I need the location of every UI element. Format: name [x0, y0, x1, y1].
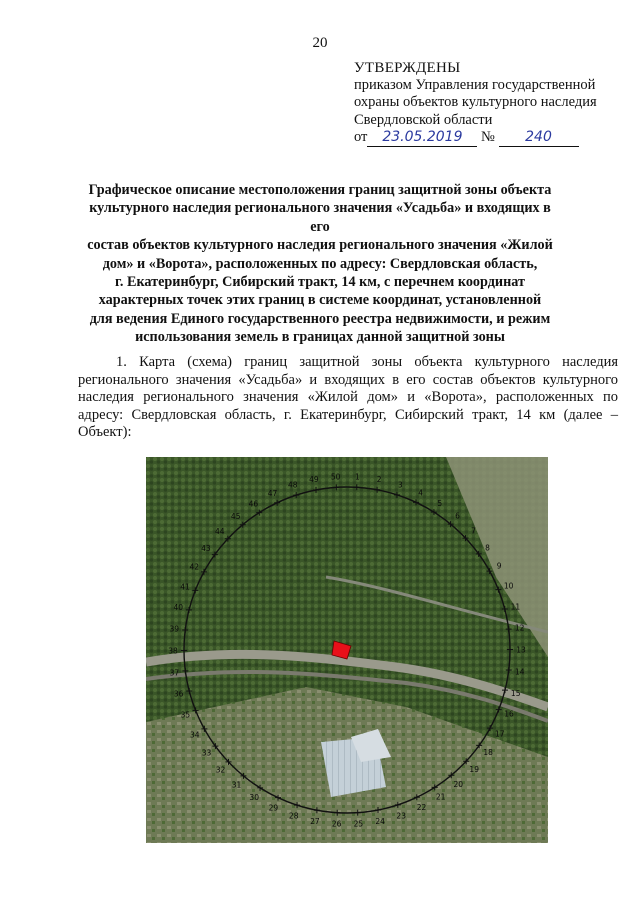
approval-line-1: приказом Управления государственной	[354, 77, 596, 94]
boundary-point-label: 21	[435, 792, 446, 802]
title-line: культурного наследия регионального значения «Усадьба» и входящих в его	[89, 200, 551, 235]
satellite-map-image	[146, 457, 548, 843]
boundary-point-label: 27	[310, 817, 320, 826]
approval-date-line	[354, 129, 624, 147]
title-line: состав объектов культурного наследия регионального значения «Жилой	[87, 237, 553, 254]
boundary-point-label: 1	[355, 472, 360, 482]
title-line: дом» и «Ворота», расположенных по адресу: Свердловская область,	[102, 255, 538, 272]
number-label: №	[481, 128, 495, 145]
boundary-point-label: 34	[190, 730, 200, 740]
title-line: для ведения Единого государственного реестра недвижимости, и режим	[89, 310, 551, 327]
boundary-point-label: 2	[376, 475, 382, 484]
approval-heading: УТВЕРЖДЕНЫ	[354, 60, 461, 76]
boundary-point-label: 20	[453, 779, 464, 789]
approval-line-3: Свердловской области	[354, 111, 493, 128]
boundary-point-label: 47	[267, 488, 278, 498]
boundary-point-label: 18	[483, 747, 493, 757]
boundary-point-label: 41	[180, 582, 190, 592]
boundary-point-label: 5	[437, 498, 443, 508]
boundary-point-label: 12	[514, 623, 525, 633]
boundary-point-label: 31	[231, 780, 242, 790]
title-line: Графическое описание местоположения границ защитной зоны объекта	[88, 182, 552, 198]
boundary-point-label: 13	[516, 645, 526, 655]
boundary-point-label: 36	[173, 689, 184, 699]
boundary-point-label: 39	[169, 624, 180, 634]
boundary-point-label: 24	[375, 816, 385, 826]
boundary-point-label: 22	[416, 803, 427, 813]
boundary-point-label: 38	[168, 646, 178, 656]
boundary-point-label: 10	[503, 581, 514, 591]
boundary-point-label: 35	[180, 710, 191, 720]
boundary-point-label: 17	[494, 729, 505, 739]
boundary-point-label: 25	[353, 819, 364, 829]
boundary-point-label: 4	[418, 488, 423, 498]
boundary-point-label: 8	[485, 543, 490, 553]
boundary-point-label: 48	[288, 480, 298, 490]
boundary-point-label: 3	[397, 480, 403, 490]
handwritten-date: 23.05.2019	[367, 129, 477, 147]
title-line: г. Екатеринбург, Сибирский тракт, 14 км, с перечнем координат	[115, 274, 525, 291]
approval-line-2: охраны объектов культурного наследия	[354, 94, 597, 111]
boundary-point-label: 40	[173, 603, 184, 613]
boundary-point-label: 11	[510, 602, 521, 612]
boundary-point-label: 29	[268, 803, 279, 813]
boundary-point-label: 37	[169, 668, 180, 678]
boundary-point-label: 19	[469, 764, 479, 774]
from-label: от	[354, 128, 368, 145]
boundary-point-label: 9	[496, 561, 502, 571]
boundary-point-label: 33	[201, 748, 212, 758]
boundary-point-label: 28	[288, 811, 299, 821]
boundary-point-label: 26	[331, 819, 342, 829]
boundary-point-label: 7	[471, 526, 476, 536]
boundary-point-label: 46	[248, 499, 259, 509]
document-title	[80, 181, 560, 347]
boundary-point-label: 14	[514, 667, 525, 677]
boundary-point-label: 16	[504, 709, 514, 719]
boundary-point-label: 44	[215, 527, 225, 537]
approval-block	[354, 60, 624, 147]
handwritten-number: 240	[499, 129, 579, 147]
boundary-point-label: 30	[249, 793, 259, 803]
boundary-point-label: 15	[510, 688, 521, 698]
boundary-map	[146, 457, 548, 843]
boundary-point-label: 23	[396, 811, 406, 821]
boundary-point-label: 45	[230, 512, 241, 522]
boundary-point-label: 50	[330, 472, 341, 482]
boundary-point-label: 32	[215, 765, 226, 775]
boundary-point-label: 6	[455, 511, 460, 521]
section-paragraph: 1. Карта (схема) границ защитной зоны объекта культурного наследия регионального значения «Усадьба» и входящих в его состав объектов культурного наследия регионального значения «Жилой дом» и «Ворота», расположенных по адресу: Свердловская область, г. Екатеринбург, Сибирский тракт, 14 км (далее – Объект):	[78, 354, 618, 441]
boundary-point-label: 49	[309, 475, 319, 485]
page-number: 20	[312, 35, 328, 51]
title-line: характерных точек этих границ в системе координат, установленной	[98, 292, 542, 309]
title-line: использования земель в границах данной защитной зоны	[135, 329, 505, 346]
boundary-point-label: 43	[201, 544, 211, 554]
boundary-point-label: 42	[189, 562, 200, 572]
